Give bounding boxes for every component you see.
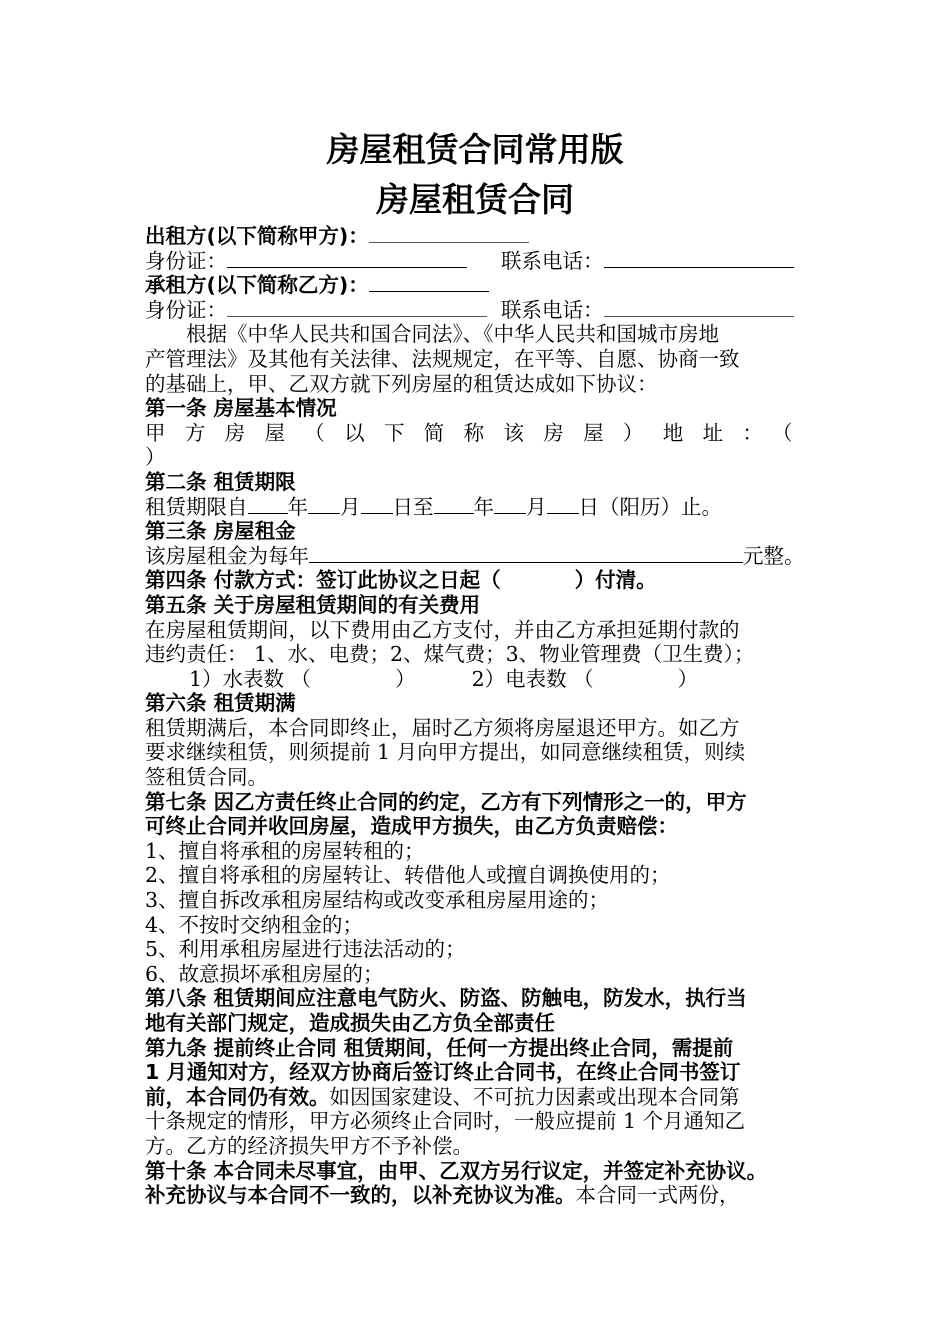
article-7-item: 4、不按时交纳租金的；	[145, 912, 364, 937]
article-7-heading: 第七条 因乙方责任终止合同的约定，乙方有下列情形之一的，甲方	[145, 789, 747, 814]
article-7-item: 3、擅自拆改承租房屋结构或改变承租房屋用途的；	[145, 888, 610, 913]
lessee-name-blank[interactable]	[369, 273, 489, 292]
article-5-heading: 第五条 关于房屋租赁期间的有关费用	[145, 592, 481, 617]
lessor-name-blank[interactable]	[369, 224, 529, 243]
lease-term-line	[145, 495, 810, 520]
term-text: 租赁期限自	[145, 494, 248, 519]
payment-text: 第四条 付款方式：签订此协议之日起（	[145, 568, 501, 593]
article-10-bold: 补充协议与本合同不一致的，以补充协议为准。	[145, 1183, 576, 1208]
fees-line: 违约责任： 1、水、电费；2、煤气费；3、物业管理费（卫生费）；	[145, 642, 755, 667]
article-7-item: 1、擅自将承租的房屋转租的；	[145, 838, 425, 863]
rent-unit-text: 元整。	[743, 543, 805, 568]
fees-line: 在房屋租赁期间，以下费用由乙方支付，并由乙方承担延期付款的	[145, 617, 740, 642]
address-line-end: ）	[145, 445, 166, 470]
start-day-blank[interactable]	[361, 495, 393, 514]
article-9-line: 十条规定的情形，甲方必须终止合同时，一般应提前 1 个月通知乙	[145, 1109, 746, 1134]
year-text: 年	[287, 494, 308, 519]
document-title: 房屋租赁合同常用版	[326, 130, 624, 169]
article-6-line: 要求继续租赁，则须提前 1 月向甲方提出，如同意继续租赁，则续	[145, 740, 746, 765]
water-meter-label: 1）水表数 （	[189, 666, 312, 691]
preamble-line: 根据《中华人民共和国合同法》、《中华人民共和国城市房地	[186, 322, 719, 347]
lessee-phone-blank[interactable]	[604, 298, 794, 317]
article-7-heading: 可终止合同并收回房屋，造成甲方损失，由乙方负责赔偿：	[145, 814, 678, 839]
article-9-text: 如因国家建设、不可抗力因素或出现本合同第	[329, 1084, 740, 1109]
article-9-line: 第九条 提前终止合同 租赁期间，任何一方提出终止合同，需提前	[145, 1035, 734, 1060]
month-text: 月	[526, 494, 547, 519]
year-text: 年	[473, 494, 494, 519]
phone-label: 联系电话：	[501, 297, 604, 322]
paren-close: ）	[677, 666, 699, 691]
lessor-id-blank[interactable]	[227, 249, 467, 268]
month-text: 月	[340, 494, 361, 519]
lessee-label: 承租方(以下简称乙方)：	[145, 273, 369, 298]
preamble-line: 的基础上，甲、乙双方就下列房屋的租赁达成如下协议：	[145, 371, 658, 396]
lessor-id-line	[145, 249, 810, 274]
article-9-line: 1 月通知对方，经双方协商后签订终止合同书，在终止合同书签订	[145, 1060, 741, 1085]
article-3-heading: 第三条 房屋租金	[145, 519, 296, 544]
rent-line	[145, 544, 810, 569]
term-end-text: 日（阳历）止。	[578, 494, 722, 519]
contract-body	[145, 224, 810, 1208]
day-to-text: 日至	[392, 494, 434, 519]
address-line: 甲方房屋（以下简称该房屋）地址：（	[145, 420, 810, 445]
lessee-id-line	[145, 298, 810, 323]
phone-label: 联系电话：	[501, 248, 604, 273]
id-label: 身份证：	[145, 248, 227, 273]
article-1-heading: 第一条 房屋基本情况	[145, 396, 337, 421]
paren-close: ）	[395, 666, 416, 691]
rent-amount-blank[interactable]	[309, 544, 743, 563]
article-10-line: 第十条 本合同未尽事宜，由甲、乙双方另行议定，并签定补充协议。	[145, 1158, 768, 1183]
contract-title: 房屋租赁合同	[376, 180, 574, 219]
end-day-blank[interactable]	[547, 495, 579, 514]
article-9-line	[145, 1085, 810, 1110]
article-2-heading: 第二条 租赁期限	[145, 469, 296, 494]
lessor-label: 出租方(以下简称甲方)：	[145, 224, 369, 248]
article-7-item: 5、利用承租房屋进行违法活动的；	[145, 937, 466, 962]
article-9-line: 方。乙方的经济损失甲方不予补偿。	[145, 1133, 473, 1158]
meter-line	[145, 667, 810, 692]
article-7-item: 2、擅自将承租的房屋转让、转借他人或擅自调换使用的；	[145, 863, 671, 888]
article-6-line: 签租赁合同。	[145, 765, 268, 790]
start-month-blank[interactable]	[308, 495, 340, 514]
article-10-text: 本合同一式两份，	[575, 1183, 740, 1208]
article-8-line: 地有关部门规定，造成损失由乙方负全部责任	[145, 1011, 555, 1035]
end-month-blank[interactable]	[494, 495, 526, 514]
lessee-id-blank[interactable]	[227, 298, 487, 317]
article-6-heading: 第六条 租赁期满	[145, 691, 296, 716]
lessor-line	[145, 224, 810, 249]
start-year-blank[interactable]	[248, 495, 288, 514]
payment-end-text: ）付清。	[574, 568, 657, 593]
article-9-bold: 前，本合同仍有效。	[145, 1084, 330, 1109]
lessee-line	[145, 273, 810, 298]
rent-text: 该房屋租金为每年	[145, 543, 309, 568]
electric-meter-label: 2）电表数 （	[471, 666, 594, 691]
article-7-item: 6、故意损坏承租房屋的；	[145, 961, 384, 986]
lessor-phone-blank[interactable]	[604, 249, 794, 268]
end-year-blank[interactable]	[434, 495, 474, 514]
article-8-line: 第八条 租赁期间应注意电气防火、防盗、防触电，防发水，执行当	[145, 986, 747, 1011]
article-6-line: 租赁期满后，本合同即终止，届时乙方须将房屋退还甲方。如乙方	[145, 715, 740, 740]
article-4-line	[145, 568, 810, 593]
article-10-line	[145, 1183, 810, 1208]
preamble-line: 产管理法》及其他有关法律、法规规定，在平等、自愿、协商一致	[145, 346, 740, 371]
id-label: 身份证：	[145, 297, 227, 322]
